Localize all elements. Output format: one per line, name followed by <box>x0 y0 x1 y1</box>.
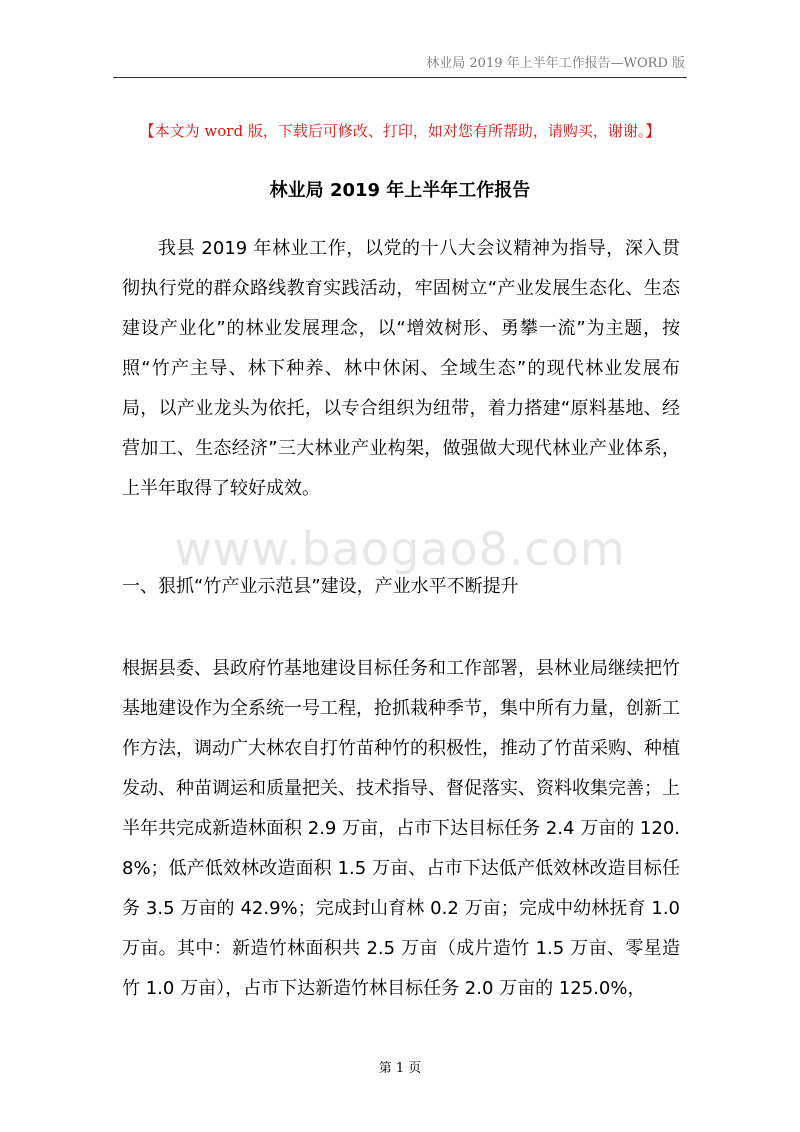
header-divider <box>113 77 687 78</box>
document-title: 林业局 2019 年上半年工作报告 <box>269 180 531 201</box>
page-number: 第 1 页 <box>378 1061 422 1076</box>
watermark: www.baogao8.com <box>174 522 626 576</box>
purchase-notice: 【本文为 word 版，下载后可修改、打印，如对您有所帮助，请购买，谢谢。】 <box>139 122 661 140</box>
intro-paragraph: 我县 2019 年林业工作，以党的十八大会议精神为指导，深入贯彻执行党的群众路线教育实践活动，牢固树立“产业发展生态化、生态建设产业化”的林业发展理念，以“增效树形、勇攀一流”为主题，按照“竹产主导、林下种养、林中休闲、全域生态”的现代林业发展布局，以产业龙头为依托，以专合组织为纽带，着力搭建“原料基地、经营加工、生态经济”三大林业产业构架，做强做大现代林业产业体系，上半年取得了较好成效。 <box>122 238 680 499</box>
section-paragraph: 根据县委、县政府竹基地建设目标任务和工作部署，县林业局继续把竹基地建设作为全系统一号工程，抢抓栽种季节，集中所有力量，创新工作方法，调动广大林农自打竹苗种竹的积极性，推动了竹苗采购、种植发动、种苗调运和质量把关、技术指导、督促落实、资料收集完善；上半年共完成新造林面积 2.9 万亩，占市下达目标任务 2.4 万亩的 120.8%；低产低效林改造面积 1.5 万亩、占市下达低产低效林改造目标任务 3.5 万亩的 42.9%；完成封山育林 0.2 万亩；完成中幼林抚育 1.0 万亩。其中：新造竹林面积共 2.5 万亩（成片造竹 1.5 万亩、零星造竹 1.0 万亩），占市下达新造竹林目标任务 2.0 万亩的 125.0%， <box>122 658 680 999</box>
section-heading: 一、狠抓“竹产业示范县”建设，产业水平不断提升 <box>122 576 519 597</box>
running-header: 林业局 2019 年上半年工作报告—WORD 版 <box>426 56 685 71</box>
